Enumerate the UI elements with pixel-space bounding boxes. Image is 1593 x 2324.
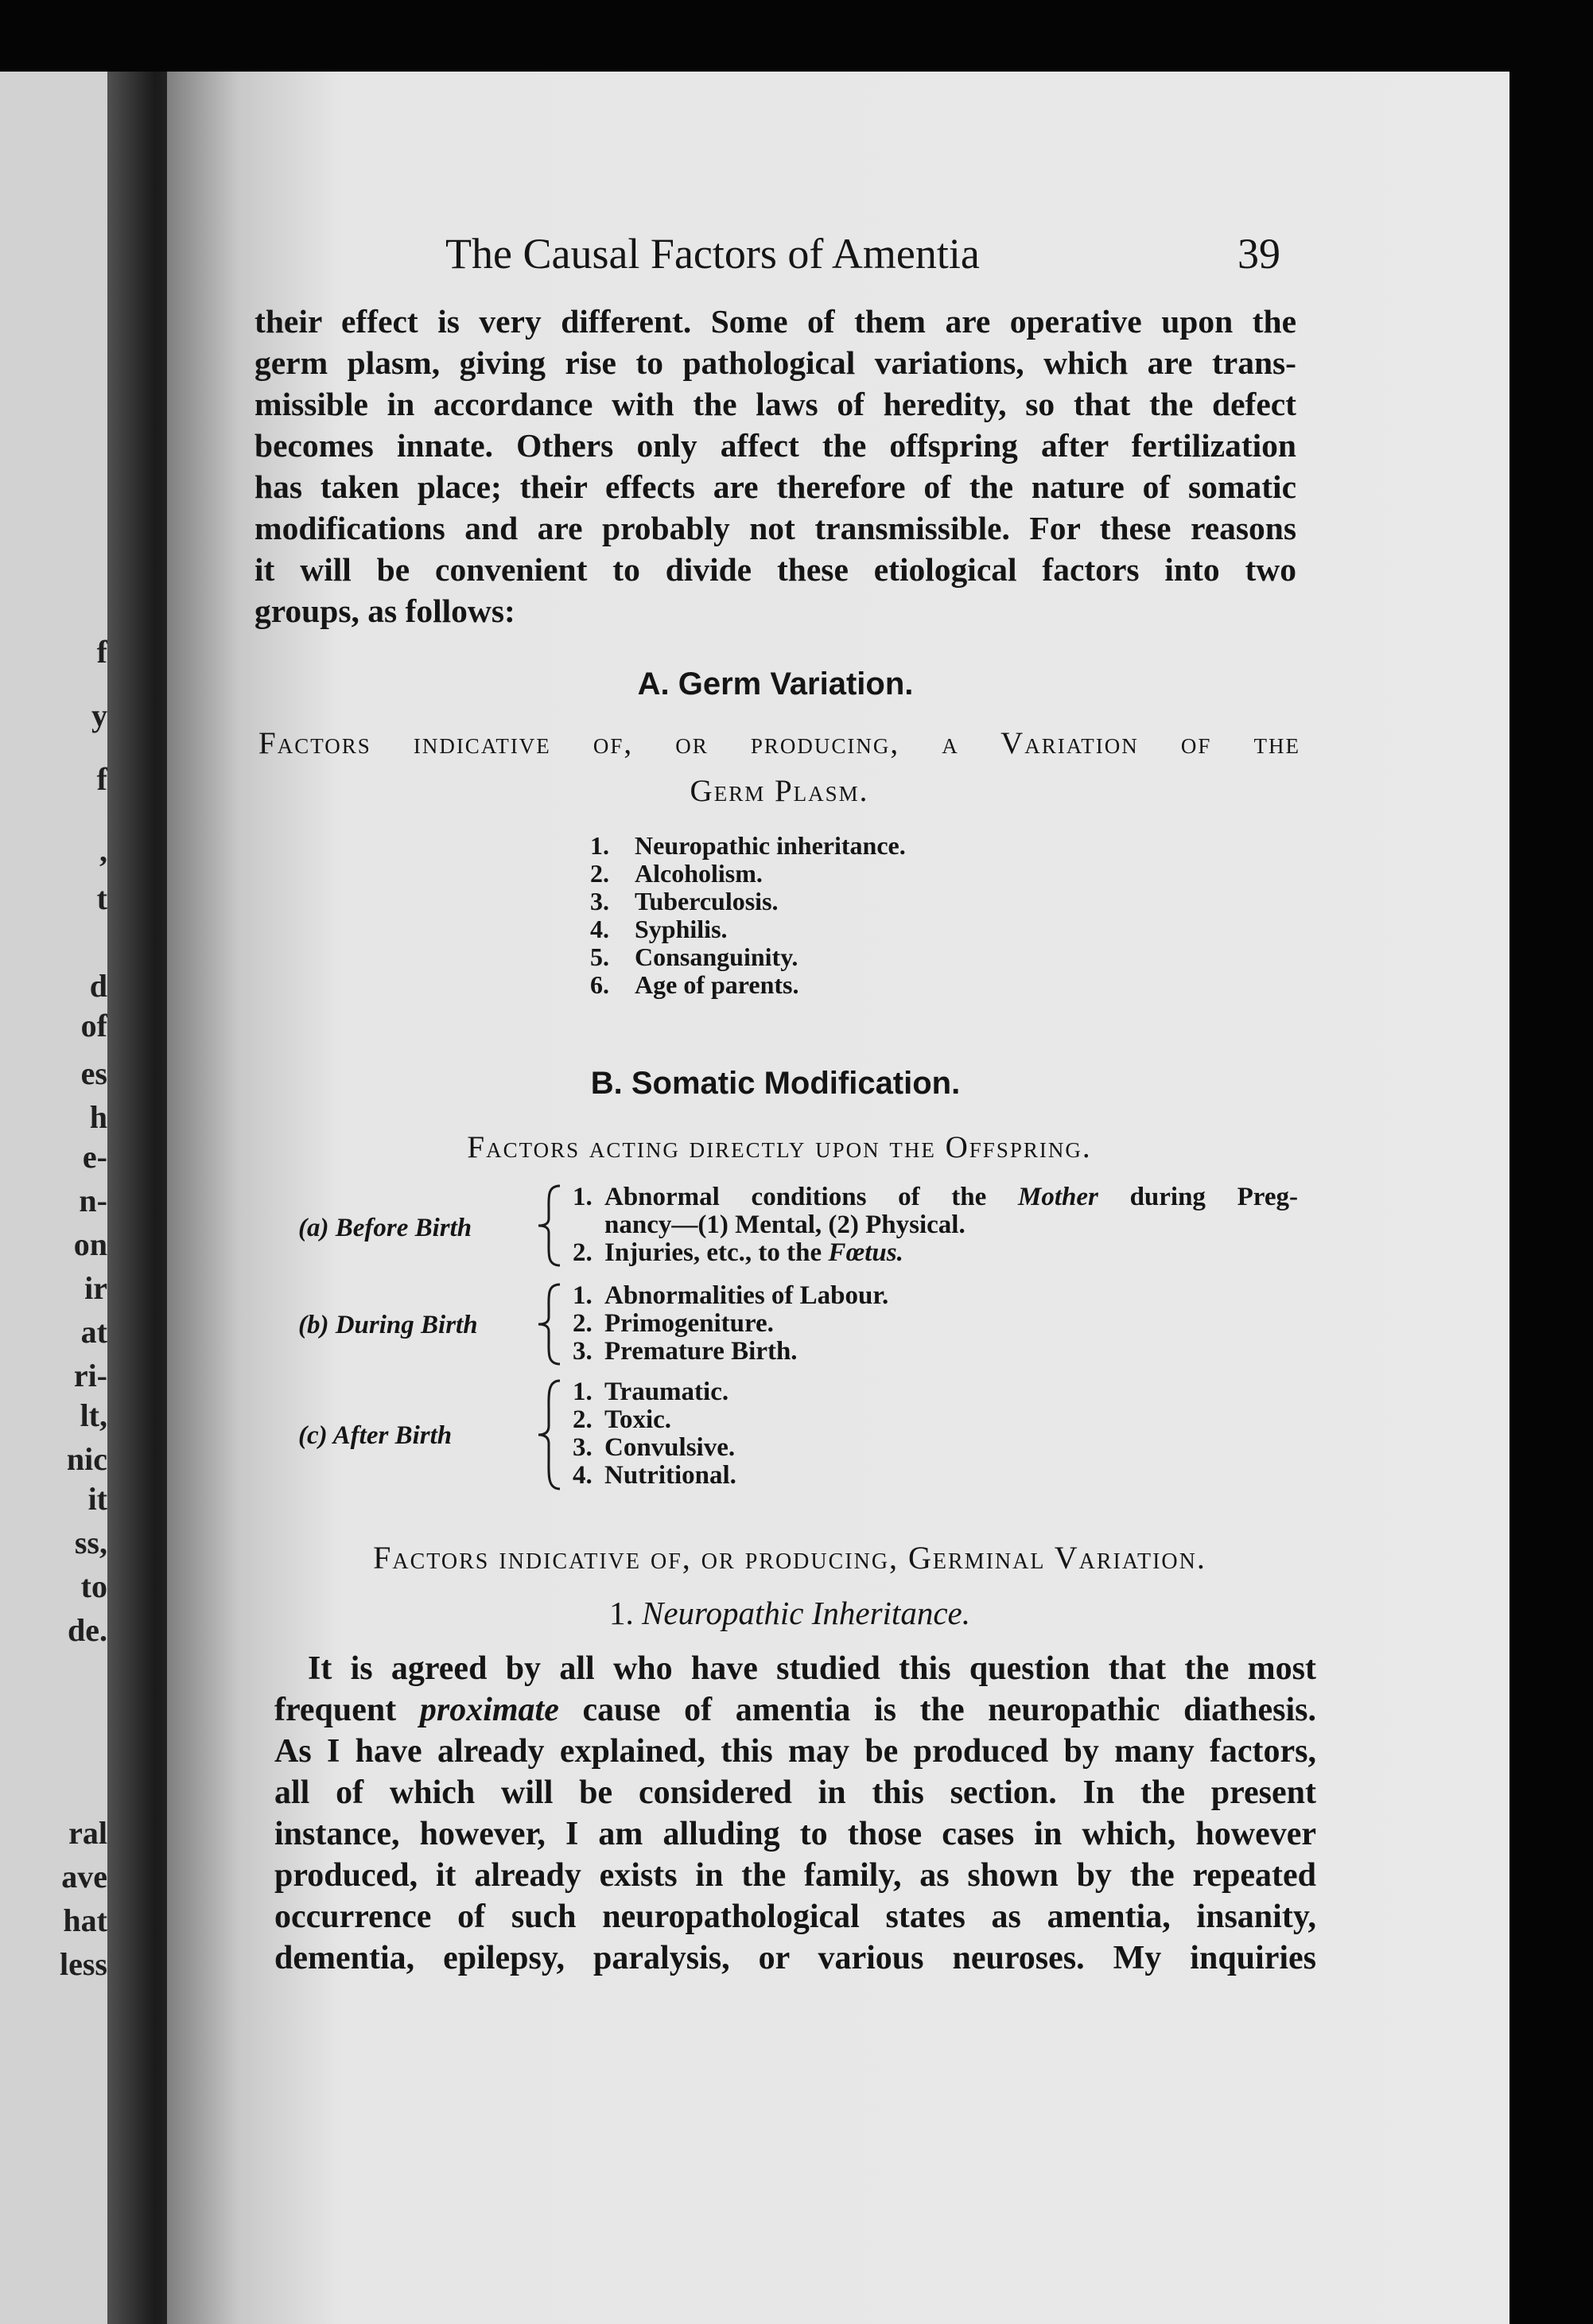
facing-page-fragment: nic (66, 1441, 107, 1477)
facing-page-fragment: f (96, 634, 107, 670)
subhead-germ-factors-line2: Germ Plasm. (690, 774, 869, 808)
facing-page-fragment: , (99, 833, 107, 869)
subhead-germinal-variation: Factors indicative of, or producing, Germinal Variation. (373, 1540, 1206, 1576)
intro-line: it will be convenient to divide these etiological factors into two (254, 551, 1296, 588)
intro-line: groups, as follows: (254, 593, 515, 629)
facing-page-fragment: at (80, 1314, 107, 1350)
list-item: 1. Traumatic. (573, 1378, 729, 1406)
list-item: 1. Abnormal conditions of the Mother during Preg- (573, 1183, 1298, 1211)
body-line: As I have already explained, this may be produced by many factors, (274, 1733, 1316, 1770)
facing-page-fragment: ri- (73, 1358, 107, 1393)
list-item: 3. Convulsive. (573, 1433, 736, 1462)
subhead-offspring-factors: Factors acting directly upon the Offspring. (467, 1130, 1092, 1164)
body-line: dementia, epilepsy, paralysis, or various neuroses. My inquiries (274, 1940, 1316, 1976)
intro-line: modifications and are probably not transmissible. For these reasons (254, 510, 1296, 546)
group-label: (a) Before Birth (298, 1214, 472, 1242)
facing-page-fragment: ir (84, 1270, 107, 1306)
subhead-germ-factors-line1: Factors indicative of, or producing, a Variation of the (258, 726, 1300, 760)
heading-germ-variation: A. Germ Variation. (637, 666, 914, 701)
body-paragraph (274, 1648, 1316, 1979)
intro-line: has taken place; their effects are therefore of the nature of somatic (254, 468, 1296, 505)
facing-page-fragment: ave (61, 1859, 107, 1895)
intro-line: becomes innate. Others only affect the offspring after fertilization (254, 427, 1296, 464)
facing-page-fragment: ral (68, 1815, 107, 1851)
group-before-birth (298, 1183, 1300, 1271)
body-line: It is agreed by all who have studied this question that the most (308, 1650, 1316, 1687)
facing-page-fragment: on (73, 1226, 107, 1262)
list-item: 2. Alcoholism. (590, 859, 763, 888)
list-item: 2. Injuries, etc., to the Fœtus. (573, 1238, 903, 1267)
group-label: (b) During Birth (298, 1311, 478, 1339)
scan-top-border (0, 0, 1509, 72)
body-line: frequent proximate cause of amentia is the neuropathic diathesis. (274, 1692, 1317, 1728)
section-title: 1. Neuropathic Inheritance. (609, 1595, 970, 1631)
facing-page-fragment: e- (82, 1139, 107, 1175)
list-item: 2. Primogeniture. (573, 1309, 774, 1338)
list-item: 3. Tuberculosis. (590, 887, 779, 915)
intro-line: their effect is very different. Some of them are operative upon the (254, 303, 1296, 340)
group-items (573, 1282, 888, 1366)
page-number: 39 (1237, 230, 1280, 278)
running-head (445, 229, 1280, 285)
facing-page-fragment: y (91, 698, 107, 733)
body-line: all of which will be considered in this section. In the present (274, 1774, 1316, 1811)
curly-brace-icon (533, 1282, 568, 1366)
germ-factor-list (590, 832, 906, 999)
facing-page-fragment: of (80, 1008, 107, 1043)
facing-page-fragment: to (80, 1568, 107, 1604)
curly-brace-icon (533, 1183, 568, 1268)
group-after-birth (298, 1378, 1300, 1494)
facing-page-fragment: lt, (80, 1397, 107, 1433)
intro-line: germ plasm, giving rise to pathological variations, which are trans- (254, 344, 1296, 381)
facing-page-fragment: h (89, 1099, 107, 1135)
group-items (573, 1183, 1298, 1267)
group-label: (c) After Birth (298, 1421, 453, 1450)
facing-page-fragment: de. (68, 1612, 107, 1648)
group-items (573, 1378, 736, 1490)
list-item: 1. Abnormalities of Labour. (573, 1281, 889, 1310)
facing-page-fragment: f (96, 761, 107, 797)
list-item: 2. Toxic. (573, 1405, 672, 1434)
list-item: 1. Neuropathic inheritance. (590, 831, 906, 860)
body-line: instance, however, I am alluding to those cases in which, however (274, 1816, 1316, 1852)
facing-page-fragment: hat (63, 1902, 107, 1938)
body-line: produced, it already exists in the family, as shown by the repeated (274, 1857, 1316, 1894)
group-during-birth (298, 1282, 1300, 1370)
facing-page-fragment: t (96, 880, 107, 916)
list-item-continuation: nancy—(1) Mental, (2) Physical. (604, 1211, 966, 1239)
intro-line: missible in accordance with the laws of heredity, so that the defect (254, 386, 1296, 422)
facing-page-fragment: it (87, 1481, 107, 1517)
facing-page-fragment: es (80, 1055, 107, 1091)
running-head-title: The Causal Factors of Amentia (445, 230, 980, 278)
facing-page-edge (0, 72, 107, 2324)
list-item: 4. Syphilis. (590, 915, 728, 943)
section-title-text: Neuropathic Inheritance. (642, 1595, 970, 1631)
list-item: 4. Nutritional. (573, 1461, 736, 1490)
intro-paragraph (254, 301, 1296, 632)
list-item: 3. Premature Birth. (573, 1337, 798, 1366)
facing-page-fragment: ss, (74, 1525, 107, 1560)
list-item: 6. Age of parents. (590, 970, 799, 999)
facing-page-fragment: d (89, 968, 107, 1004)
heading-somatic-modification: B. Somatic Modification. (590, 1066, 961, 1101)
body-line: occurrence of such neuropathological states as amentia, insanity, (274, 1898, 1316, 1935)
facing-page-fragment: less (60, 1946, 107, 1982)
curly-brace-icon (533, 1378, 568, 1491)
scan-right-border (1509, 0, 1593, 2324)
list-item: 5. Consanguinity. (590, 942, 798, 971)
facing-page-fragment: n- (79, 1183, 107, 1218)
